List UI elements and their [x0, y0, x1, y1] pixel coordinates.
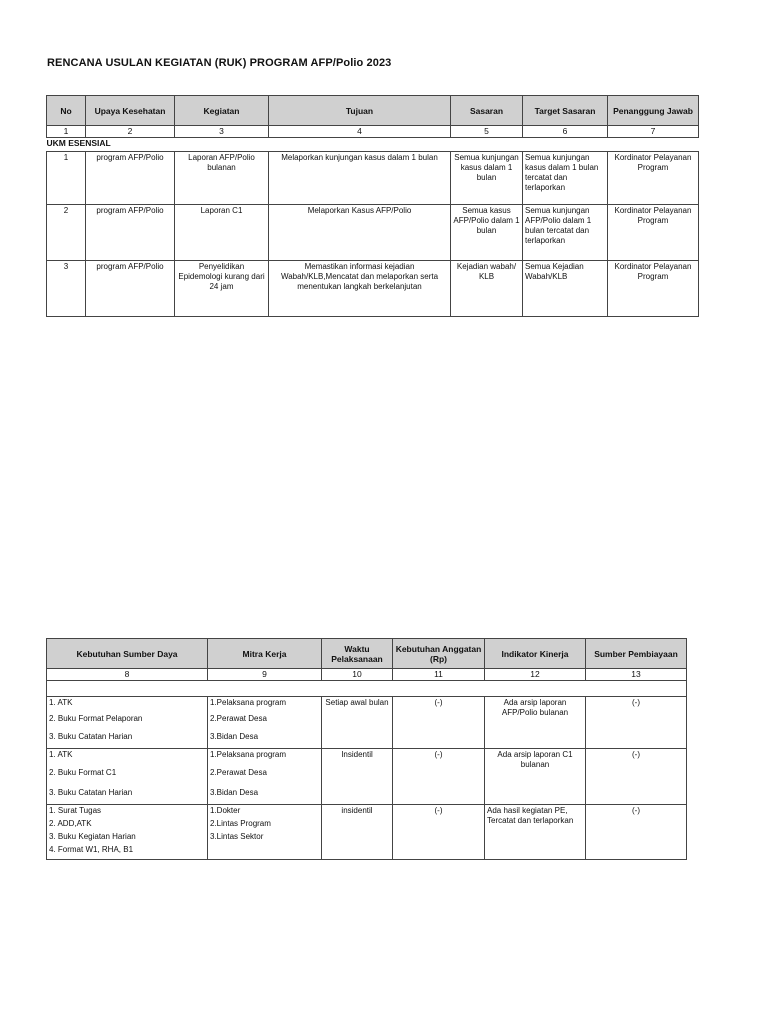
row-kegiatan: Laporan C1 [175, 205, 269, 261]
row-upaya: program AFP/Polio [86, 152, 175, 205]
column-number: 10 [322, 669, 393, 681]
row-pembiayaan: (-) [586, 697, 687, 749]
row-kegiatan: Laporan AFP/Polio bulanan [175, 152, 269, 205]
row-target: Semua Kejadian Wabah/KLB [523, 261, 608, 317]
header-sasaran: Sasaran [451, 96, 523, 126]
table-row [47, 261, 699, 317]
list-item: 2. Buku Format Pelaporan [49, 714, 143, 723]
row-no: 1 [47, 152, 86, 205]
table-row [47, 205, 699, 261]
row-pembiayaan: (-) [586, 749, 687, 805]
column-number: 8 [47, 669, 208, 681]
document-title: RENCANA USULAN KEGIATAN (RUK) PROGRAM AFP/Polio 2023 [47, 57, 392, 69]
row-sumber-daya [47, 805, 208, 860]
row-pembiayaan: (-) [586, 805, 687, 860]
row-upaya: program AFP/Polio [86, 205, 175, 261]
column-number: 5 [451, 126, 523, 138]
list-item: 4. Format W1, RHA, B1 [49, 845, 134, 854]
row-penanggung-jawab: Kordinator Pelayanan Program [608, 152, 699, 205]
header-kebutuhan-anggaran: Kebutuhan Anggatan (Rp) [393, 639, 485, 669]
row-tujuan: Memastikan informasi kejadian Wabah/KLB,Mencatat dan melaporkan serta menentukan langkah berkelanjutan [269, 261, 451, 317]
row-kegiatan: Penyelidikan Epidemologi kurang dari 24 jam [175, 261, 269, 317]
column-number: 9 [208, 669, 322, 681]
table-row [47, 697, 687, 749]
column-number: 7 [608, 126, 699, 138]
row-no: 2 [47, 205, 86, 261]
row-anggaran: (-) [393, 697, 485, 749]
row-indikator: Ada arsip laporan C1 bulanan [485, 749, 586, 805]
row-waktu: insidentil [322, 805, 393, 860]
row-target: Semua kunjungan kasus dalam 1 bulan tercatat dan terlaporkan [523, 152, 608, 205]
column-number: 4 [269, 126, 451, 138]
row-upaya: program AFP/Polio [86, 261, 175, 317]
list-item: 1. Surat Tugas [49, 806, 102, 815]
list-item: 1.Pelaksana program [210, 698, 287, 707]
row-sasaran: Semua kasus AFP/Polio dalam 1 bulan [451, 205, 523, 261]
list-item: 3. Buku Catatan Harian [49, 732, 133, 741]
column-number: 13 [586, 669, 687, 681]
row-target: Semua kunjungan AFP/Polio dalam 1 bulan tercatat dan terlaporkan [523, 205, 608, 261]
header-indikator-kinerja: Indikator Kinerja [485, 639, 586, 669]
column-number: 2 [86, 126, 175, 138]
row-sumber-daya [47, 749, 208, 805]
row-waktu: Setiap awal bulan [322, 697, 393, 749]
ruk-table-part2 [46, 638, 687, 860]
row-penanggung-jawab: Kordinator Pelayanan Program [608, 261, 699, 317]
header-no: No [47, 96, 86, 126]
row-tujuan: Melaporkan kunjungan kasus dalam 1 bulan [269, 152, 451, 205]
header-penanggung-jawab: Penanggung Jawab [608, 96, 699, 126]
section-label: UKM ESENSIAL [46, 138, 111, 148]
list-item: 1. ATK [49, 698, 73, 707]
row-anggaran: (-) [393, 805, 485, 860]
row-penanggung-jawab: Kordinator Pelayanan Program [608, 205, 699, 261]
spacer-row [47, 681, 687, 697]
list-item: 3. Buku Kegiatan Harian [49, 832, 136, 841]
list-item: 1.Dokter [210, 806, 241, 815]
row-mitra-kerja [208, 749, 322, 805]
column-number: 3 [175, 126, 269, 138]
list-item: 1.Pelaksana program [210, 750, 287, 759]
list-item: 2.Perawat Desa [210, 714, 267, 723]
list-item: 3.Lintas Sektor [210, 832, 264, 841]
row-waktu: Insidentil [322, 749, 393, 805]
ruk-table-part1 [46, 95, 699, 317]
row-sasaran: Kejadian wabah/ KLB [451, 261, 523, 317]
table-row [47, 749, 687, 805]
row-mitra-kerja [208, 805, 322, 860]
list-item: 3. Buku Catatan Harian [49, 788, 133, 797]
table-row [47, 152, 699, 205]
column-number: 12 [485, 669, 586, 681]
header-waktu-pelaksanaan: Waktu Pelaksanaan [322, 639, 393, 669]
list-item: 3.Bidan Desa [210, 788, 259, 797]
header-kebutuhan-sumber-daya: Kebutuhan Sumber Daya [47, 639, 208, 669]
list-item: 2.Perawat Desa [210, 768, 267, 777]
row-no: 3 [47, 261, 86, 317]
row-anggaran: (-) [393, 749, 485, 805]
header-sumber-pembiayaan: Sumber Pembiayaan [586, 639, 687, 669]
table-row [47, 805, 687, 860]
list-item: 3.Bidan Desa [210, 732, 259, 741]
header-kegiatan: Kegiatan [175, 96, 269, 126]
row-indikator: Ada arsip laporan AFP/Polio bulanan [485, 697, 586, 749]
row-sasaran: Semua kunjungan kasus dalam 1 bulan [451, 152, 523, 205]
header-upaya-kesehatan: Upaya Kesehatan [86, 96, 175, 126]
column-number: 11 [393, 669, 485, 681]
row-tujuan: Melaporkan Kasus AFP/Polio [269, 205, 451, 261]
list-item: 2.Lintas Program [210, 819, 271, 828]
column-number: 1 [47, 126, 86, 138]
list-item: 1. ATK [49, 750, 73, 759]
header-target-sasaran: Target Sasaran [523, 96, 608, 126]
list-item: 2. ADD,ATK [49, 819, 92, 828]
column-number: 6 [523, 126, 608, 138]
row-mitra-kerja [208, 697, 322, 749]
header-mitra-kerja: Mitra Kerja [208, 639, 322, 669]
header-tujuan: Tujuan [269, 96, 451, 126]
row-indikator: Ada hasil kegiatan PE, Tercatat dan terlaporkan [485, 805, 586, 860]
row-sumber-daya [47, 697, 208, 749]
list-item: 2. Buku Format C1 [49, 768, 117, 777]
